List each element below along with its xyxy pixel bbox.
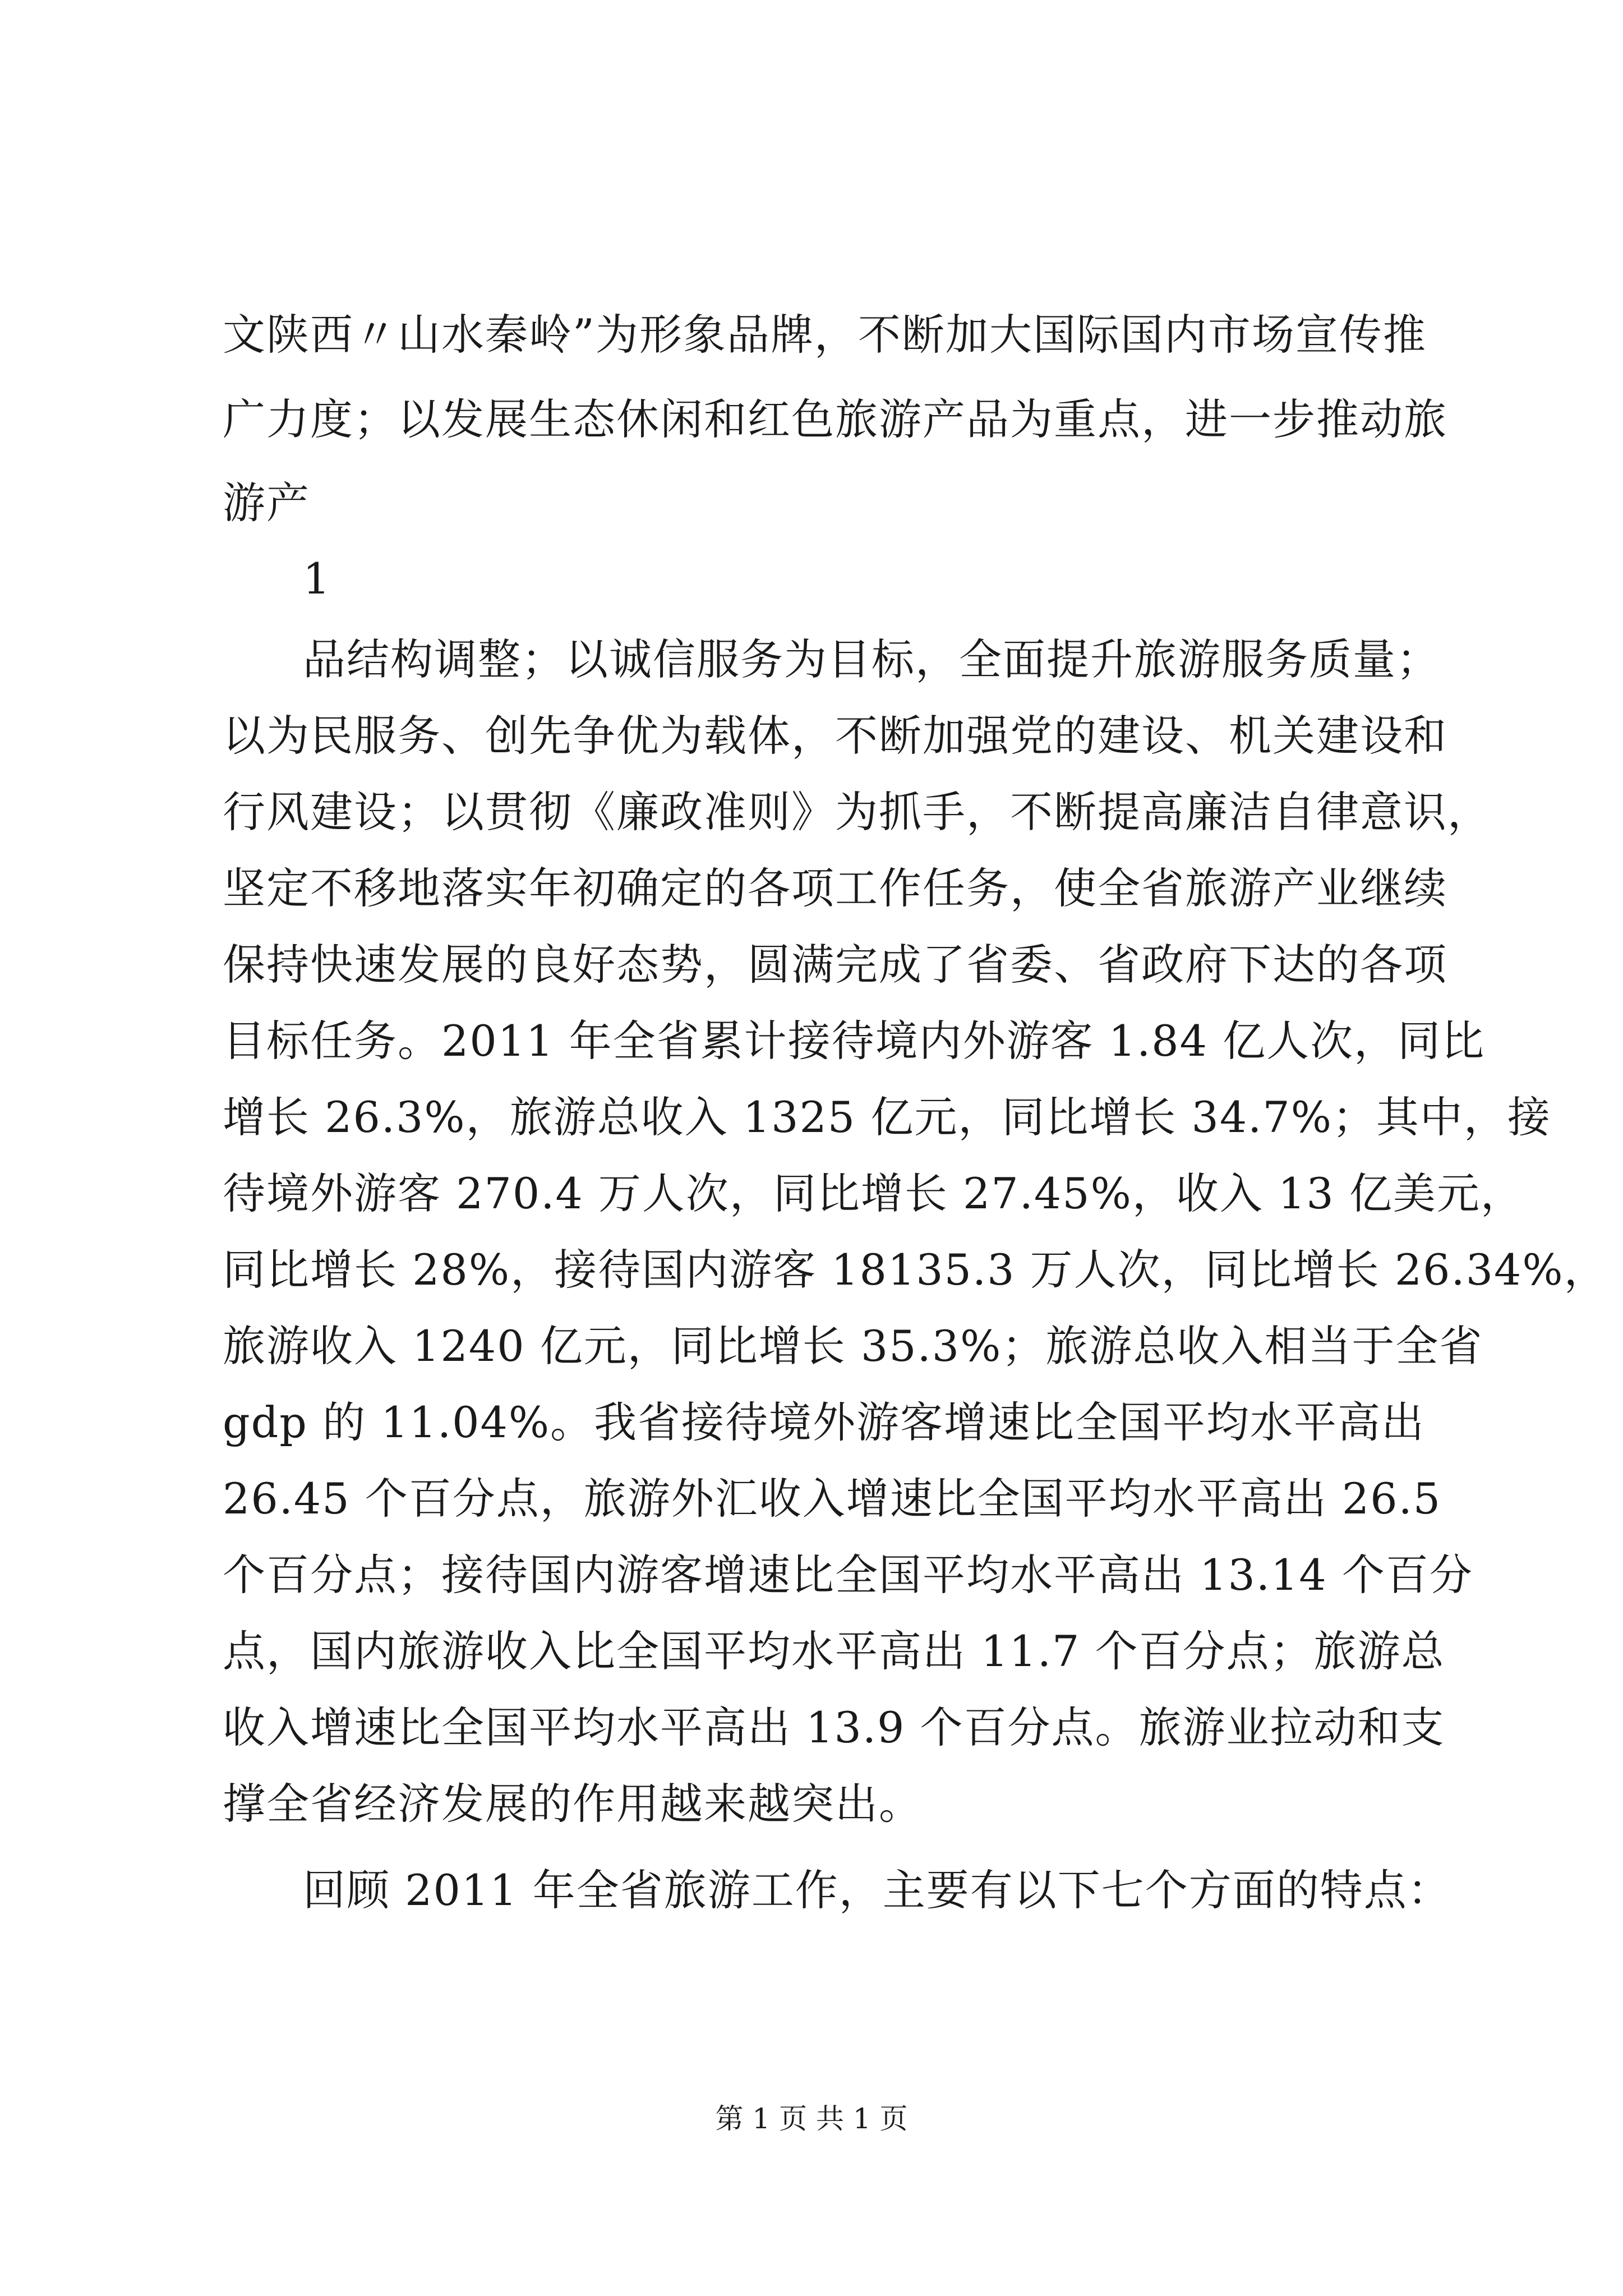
paragraph-2-line-1: 回顾 2011 年全省旅游工作，主要有以下七个方面的特点： [303,1865,1451,1915]
paragraph-1-line-15: 收入增速比全国平均水平高出 13.9 个百分点。旅游业拉动和支 [223,1703,1445,1752]
paragraph-1-line-2: 以为民服务、创先争优为载体，不断加强党的建设、机关建设和 [223,711,1447,761]
paragraph-1-line-7: 增长 26.3%，旅游总收入 1325 亿元，同比增长 34.7%；其中，接 [223,1092,1551,1142]
paragraph-1-line-16: 撑全省经济发展的作用越来越突出。 [223,1779,923,1829]
paragraph-1-line-8: 待境外游客 270.4 万人次，同比增长 27.45%，收入 13 亿美元， [223,1168,1524,1218]
page-number-marker: 1 [303,554,331,604]
paragraph-1-line-13: 个百分点；接待国内游客增速比全国平均水平高出 13.14 个百分 [223,1550,1473,1600]
paragraph-1-line-5: 保持快速发展的良好态势，圆满完成了省委、省政府下达的各项 [223,940,1447,990]
paragraph-1-line-1: 品结构调整；以诚信服务为目标，全面提升旅游服务质量； [303,634,1440,684]
paragraph-1-line-14: 点，国内旅游收入比全国平均水平高出 11.7 个百分点；旅游总 [223,1626,1445,1676]
paragraph-1-line-9: 同比增长 28%，接待国内游客 18135.3 万人次，同比增长 26.34%， [223,1245,1608,1295]
paragraph-1-line-4: 坚定不移地落实年初确定的各项工作任务，使全省旅游产业继续 [223,863,1447,913]
text-line-3: 游产 [223,478,310,528]
text-line-1: 文陕西〃山水秦岭”为形象品牌，不断加大国际国内市场宣传推 [223,310,1427,360]
page-footer: 第 1 页 共 1 页 [715,2102,908,2135]
paragraph-1-line-3: 行风建设；以贯彻《廉政准则》为抓手，不断提高廉洁自律意识， [223,787,1491,837]
paragraph-1-line-11: gdp 的 11.04%。我省接待境外游客增速比全国平均水平高出 [223,1397,1426,1447]
paragraph-1-line-6: 目标任务。2011 年全省累计接待境内外游客 1.84 亿人次，同比 [223,1016,1486,1066]
paragraph-1-line-12: 26.45 个百分点，旅游外汇收入增速比全国平均水平高出 26.5 [223,1474,1442,1524]
text-line-2: 广力度；以发展生态休闲和红色旅游产品为重点，进一步推动旅 [223,394,1447,444]
paragraph-1-line-10: 旅游收入 1240 亿元，同比增长 35.3%；旅游总收入相当于全省 [223,1321,1483,1371]
